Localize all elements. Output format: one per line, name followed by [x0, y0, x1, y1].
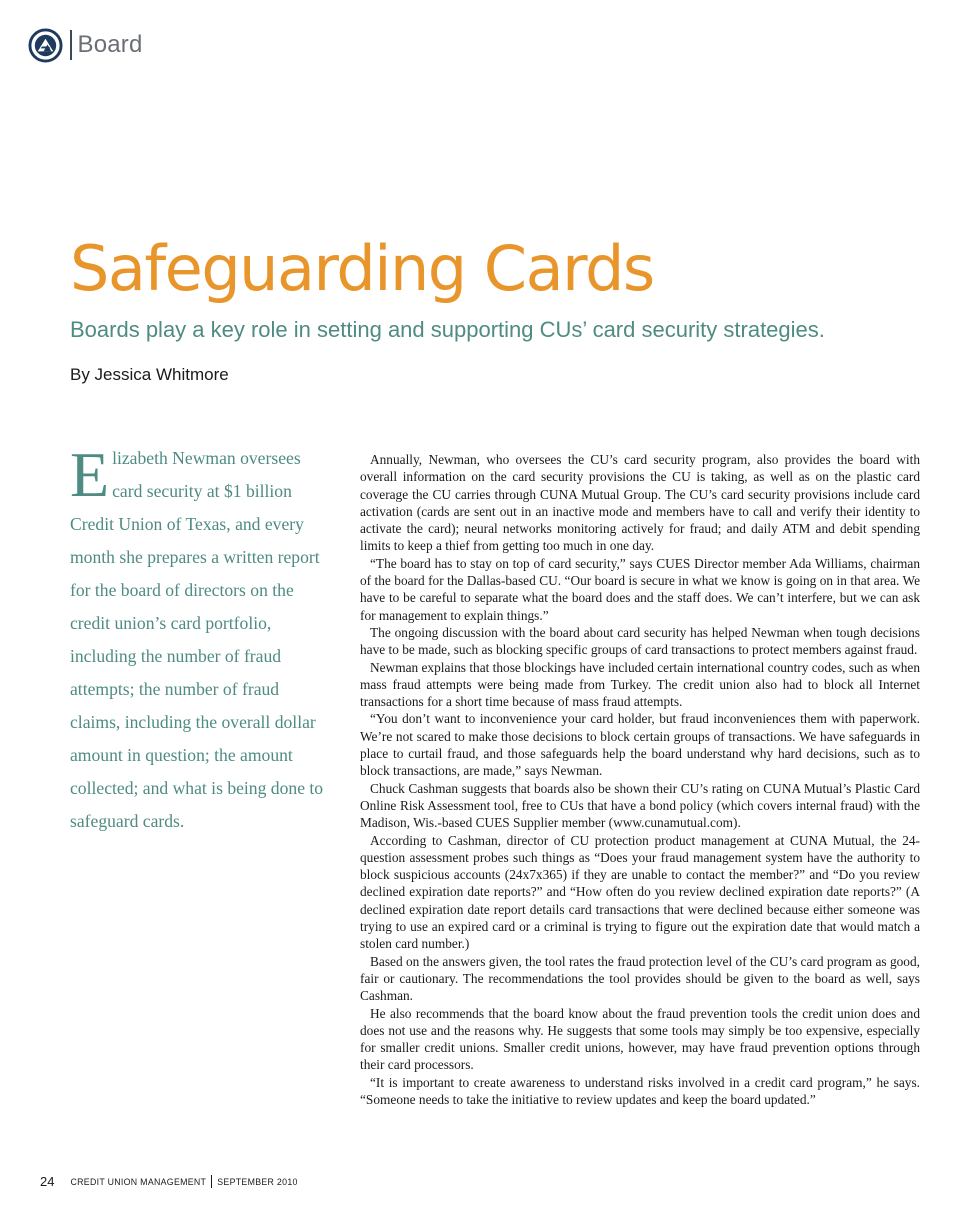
- body-paragraph: Newman explains that those blockings have included certain international country codes, such as when mass fraud attempts were being made from Turkey. The credit union also had to block all Internet transactions for a short time because of mass fraud attempts.: [360, 659, 920, 710]
- header-divider: [70, 30, 72, 60]
- body-paragraph: Annually, Newman, who oversees the CU’s card security program, also provides the board with overall information on the card security provisions the CU is taking, as well as on the plastic card coverage the CU carries through CUNA Mutual Group. The CU’s card security provisions include card activation (cards are sent out in an inactive mode and members have to call and verify their identity to activate the card); neural networks monitoring actively for fraud; and daily ATM and debit spending limits to keep a thief from getting too much in one day.: [360, 452, 920, 554]
- footer-divider: [211, 1175, 212, 1188]
- body-paragraph: He also recommends that the board know about the fraud prevention tools the credit union does and does not use and the reasons why. He suggests that some tools may simply be too expensive, especially for smaller credit unions. Smaller credit unions, however, may have fraud prevention options through their card processors.: [360, 1005, 920, 1073]
- body-paragraph: The ongoing discussion with the board about card security has helped Newman when tough decisions have to be made, such as blocking specific groups of card transactions to protect members against fraud.: [360, 624, 920, 658]
- body-paragraph: According to Cashman, director of CU protection product management at CUNA Mutual, the 24-question assessment probes such things as “Does your fraud management system have the authority to block suspicious accounts (24x7x365) if they are unable to contact the member?” and “Do you review declined expiration date reports?” and “How often do you review declined expiration date reports?” (A declined expiration date report details card transactions that were declined because either someone was trying to use an expired card or a criminal is trying to figure out the expiration date that would match a stolen card number.): [360, 832, 920, 952]
- article-byline: By Jessica Whitmore: [70, 365, 229, 384]
- intro-paragraph: [70, 439, 332, 838]
- issue-date: SEPTEMBER 2010: [217, 1176, 298, 1187]
- body-paragraph: “The board has to stay on top of card security,” says CUES Director member Ada Williams, chairman of the board for the Dallas-based CU. “Our board is secure in what we know is going on in that area. We have to be careful to separate what the board does and the staff does. We can’t interfere, but we can ask for management to explain things.”: [360, 555, 920, 623]
- section-label: Board: [77, 31, 143, 58]
- cues-logo-icon: [28, 28, 63, 63]
- page-footer: [40, 1174, 298, 1189]
- body-paragraph: Chuck Cashman suggests that boards also be shown their CU’s rating on CUNA Mutual’s Plastic Card Online Risk Assessment tool, free to CUs that have a bond policy (which covers internal fraud) with the Madison, Wis.-based CUES Supplier member (www.cunamutual.com).: [360, 780, 920, 831]
- drop-cap: E: [70, 439, 110, 510]
- page-header: [28, 27, 143, 63]
- article-subtitle: Boards play a key role in setting and supporting CUs’ card security strategies.: [70, 317, 825, 342]
- intro-text: lizabeth Newman oversees card security at $1 billion Credit Union of Texas, and every month she prepares a written report for the board of directors on the credit union’s card portfolio, including the number of fraud attempts; the number of fraud claims, including the overall dollar amount in question; the amount collected; and what is being done to safeguard cards.: [70, 448, 324, 831]
- body-paragraph: “You don’t want to inconvenience your card holder, but fraud inconveniences them with paperwork. We’re not scared to make those decisions to block certain groups of transactions. We have safeguards in place to curtail fraud, and those safeguards help the board understand why hard decisions, such as to block transactions, are made,” says Newman.: [360, 711, 920, 779]
- page-number: 24: [40, 1174, 55, 1189]
- article-title: Safeguarding Cards: [70, 232, 654, 305]
- publication-name: CREDIT UNION MANAGEMENT: [70, 1176, 207, 1187]
- body-paragraph: Based on the answers given, the tool rates the fraud protection level of the CU’s card program as good, fair or cautionary. The recommendations the tool provides should be given to the board as well, says Cashman.: [360, 953, 920, 1004]
- body-paragraph: “It is important to create awareness to understand risks involved in a credit card program,” he says. “Someone needs to take the initiative to review updates and keep the board updated.”: [360, 1074, 920, 1107]
- article-body: [360, 451, 920, 1108]
